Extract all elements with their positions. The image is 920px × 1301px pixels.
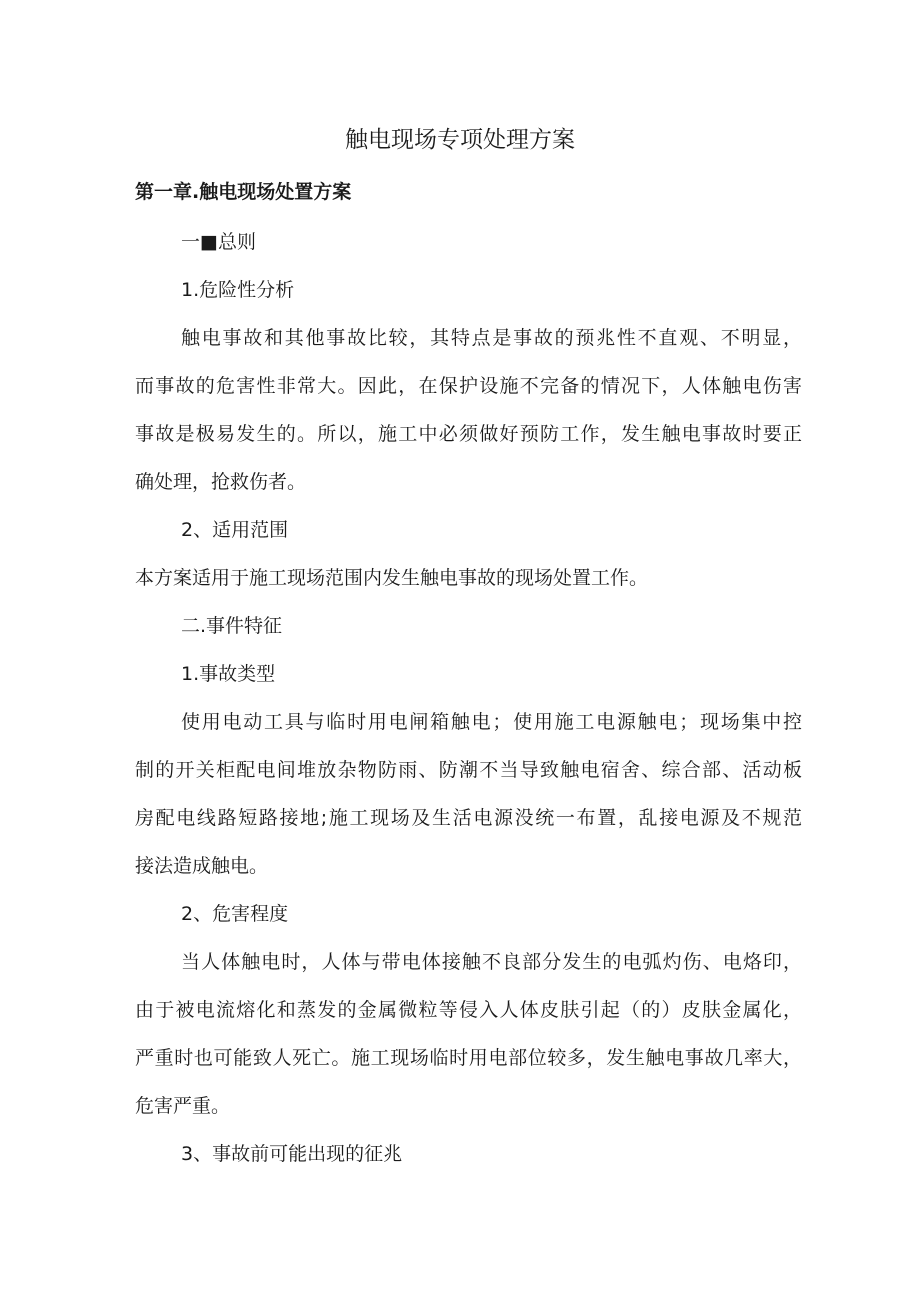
section-heading-scope: 2、适用范围 <box>181 519 289 541</box>
chapter-heading: 第一章.触电现场处置方案 <box>135 181 352 203</box>
paragraph-line: 使用电动工具与临时用电闸箱触电；使用施工电源触电；现场集中控 <box>181 711 802 733</box>
paragraph-accident-types <box>135 706 802 882</box>
paragraph-line: 严重时也可能致人死亡。施工现场临时用电部位较多，发生触电事故几率大， <box>135 1047 802 1069</box>
paragraph-line: 事故是极易发生的。所以，施工中必须做好预防工作，发生触电事故时要正 <box>135 423 802 445</box>
document-body <box>135 226 802 1186</box>
section-heading-warning-signs: 3、事故前可能出现的征兆 <box>181 1143 403 1165</box>
section-heading-hazard-level: 2、危害程度 <box>181 903 289 925</box>
paragraph-line: 制的开关柜配电间堆放杂物防雨、防潮不当导致触电宿舍、综合部、活动板 <box>135 759 802 781</box>
paragraph-line: 确处理，抢救伤者。 <box>135 471 307 493</box>
section-heading-risk-analysis: 1.危险性分析 <box>181 279 295 301</box>
section-heading-general: 一■总则 <box>181 231 256 253</box>
paragraph-line: 触电事故和其他事故比较，其特点是事故的预兆性不直观、不明显， <box>181 327 802 349</box>
paragraph-scope <box>135 562 802 594</box>
document-title: 触电现场专项处理方案 <box>345 127 575 153</box>
paragraph-line: 而事故的危害性非常大。因此，在保护设施不完备的情况下，人体触电伤害 <box>135 375 802 397</box>
paragraph-line: 危害严重。 <box>135 1095 231 1117</box>
paragraph-hazard-level <box>135 946 802 1122</box>
paragraph-line: 由于被电流熔化和蒸发的金属微粒等侵入人体皮肤引起（的）皮肤金属化， <box>135 999 802 1021</box>
paragraph-line: 当人体触电时，人体与带电体接触不良部分发生的电弧灼伤、电烙印， <box>181 951 802 973</box>
paragraph-line: 房配电线路短路接地;施工现场及生活电源没统一布置，乱接电源及不规范 <box>135 807 802 829</box>
paragraph-line: 本方案适用于施工现场范围内发生触电事故的现场处置工作。 <box>135 567 649 589</box>
section-heading-accident-types: 1.事故类型 <box>181 663 276 685</box>
paragraph-line: 接法造成触电。 <box>135 855 269 877</box>
paragraph-risk-analysis <box>135 322 802 498</box>
section-heading-event-features: 二.事件特征 <box>181 615 283 637</box>
